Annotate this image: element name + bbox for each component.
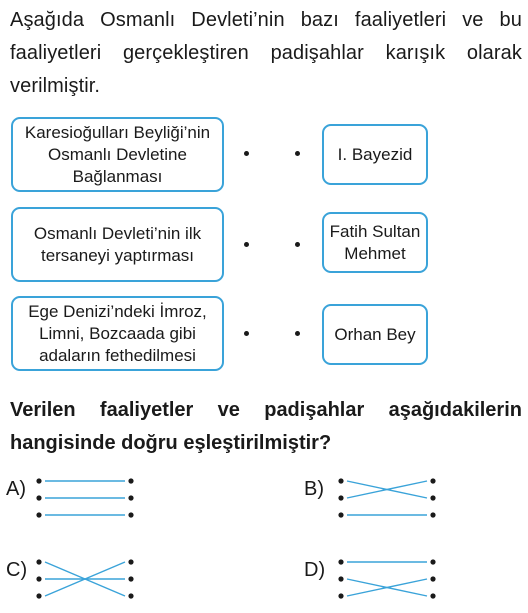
left-dot-1 <box>338 478 343 483</box>
activity-dot-1 <box>244 151 249 156</box>
activity-box-2 <box>11 207 224 282</box>
right-dot-3 <box>128 512 133 517</box>
left-dot-3 <box>338 512 343 517</box>
sultan-box-1 <box>322 124 428 185</box>
option-d-diagram[interactable] <box>336 557 438 603</box>
left-dot-2 <box>36 495 41 500</box>
right-dot-3 <box>128 593 133 598</box>
right-dot-3 <box>430 593 435 598</box>
right-dot-2 <box>128 495 133 500</box>
left-dot-1 <box>36 478 41 483</box>
option-d-letter[interactable]: D) <box>304 559 326 581</box>
sultan-box-2 <box>322 212 428 273</box>
activity-box-3 <box>11 296 224 371</box>
left-dot-2 <box>36 576 41 581</box>
left-dot-1 <box>338 559 343 564</box>
intro-text: Aşağıda Osmanlı Devleti’nin bazı faaliyetleri ve bu faaliyetleri gerçekleştiren padişahlar karışık olarak verilmiştir. <box>10 9 522 97</box>
left-dot-3 <box>338 593 343 598</box>
sultan-label: Orhan Bey <box>334 324 416 344</box>
left-dot-2 <box>338 576 343 581</box>
sultan-dot-3 <box>295 331 300 336</box>
right-dot-2 <box>430 495 435 500</box>
option-c-diagram[interactable] <box>34 557 136 603</box>
right-dot-1 <box>430 478 435 483</box>
right-dot-2 <box>430 576 435 581</box>
option-a-letter[interactable]: A) <box>6 478 26 500</box>
activity-dot-3 <box>244 331 249 336</box>
left-dot-3 <box>36 593 41 598</box>
activity-box-1 <box>11 117 224 192</box>
option-b-letter[interactable]: B) <box>304 478 324 500</box>
left-dot-1 <box>36 559 41 564</box>
right-dot-3 <box>430 512 435 517</box>
sultan-label: Fatih Sultan Mehmet <box>329 221 421 263</box>
option-c-letter[interactable]: C) <box>6 559 28 581</box>
activity-label: Karesioğulları Beyliği’nin Osmanlı Devletine Bağlanması <box>24 122 211 186</box>
right-dot-2 <box>128 576 133 581</box>
question-text: Verilen faaliyetler ve padişahlar aşağıdakilerin hangisinde doğru eşleştirilmiştir? <box>10 399 522 454</box>
right-dot-1 <box>430 559 435 564</box>
sultan-dot-1 <box>295 151 300 156</box>
activity-label: Ege Denizi’ndeki İmroz, Limni, Bozcaada gibi adaların fethedilmesi <box>28 301 207 365</box>
sultan-label: I. Bayezid <box>337 144 413 164</box>
sultan-box-3 <box>322 304 428 365</box>
right-dot-1 <box>128 478 133 483</box>
left-dot-2 <box>338 495 343 500</box>
activity-label: Osmanlı Devleti’nin ilk tersaneyi yaptırması <box>33 223 202 265</box>
sultan-dot-2 <box>295 242 300 247</box>
right-dot-1 <box>128 559 133 564</box>
activity-dot-2 <box>244 242 249 247</box>
option-a-diagram[interactable] <box>34 476 136 522</box>
left-dot-3 <box>36 512 41 517</box>
option-b-diagram[interactable] <box>336 476 438 522</box>
